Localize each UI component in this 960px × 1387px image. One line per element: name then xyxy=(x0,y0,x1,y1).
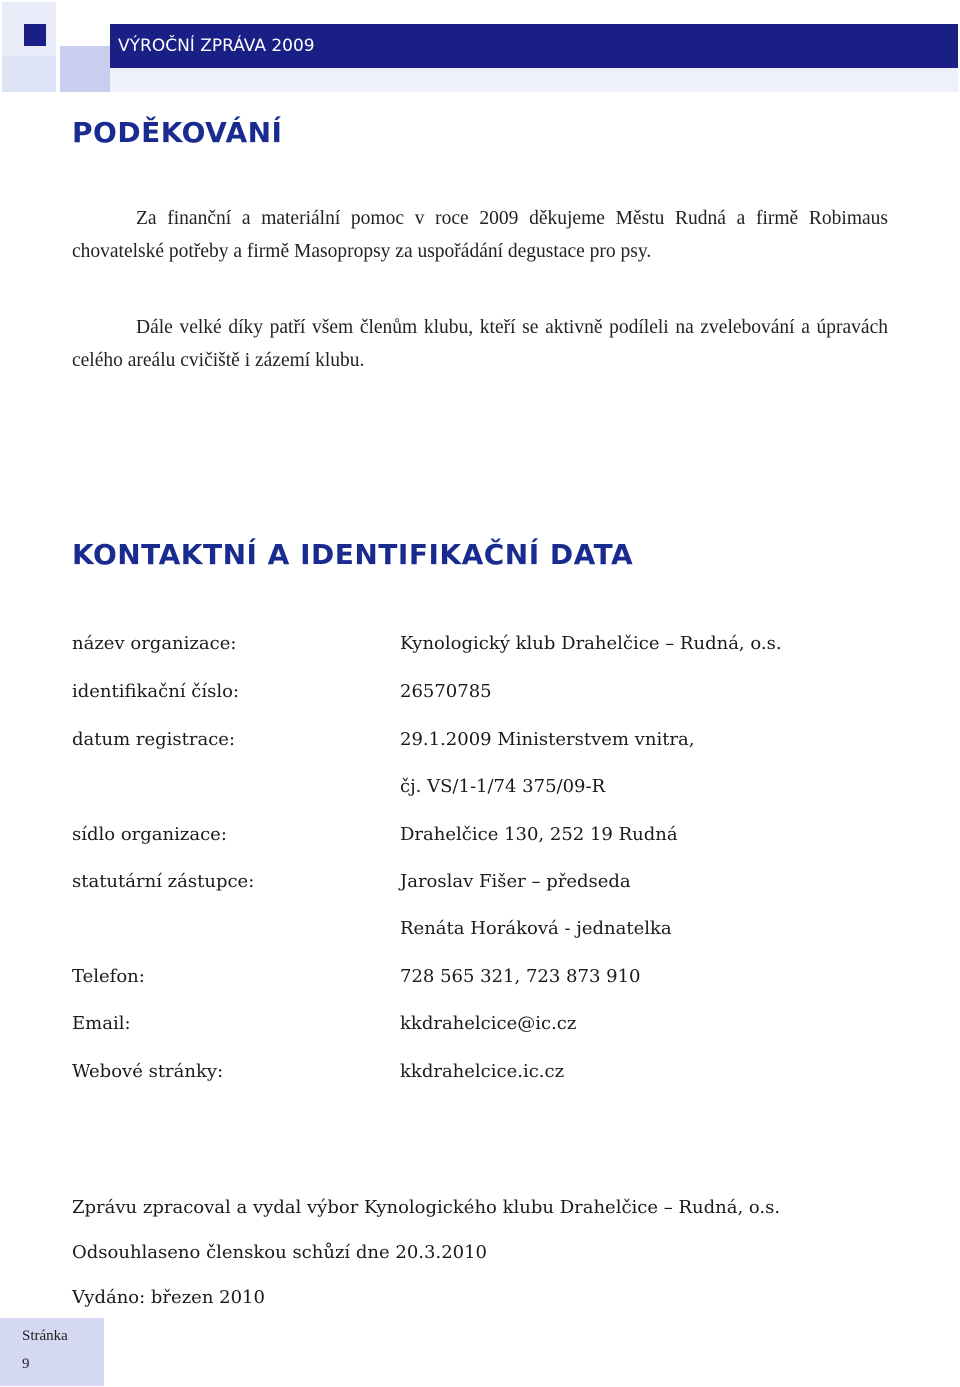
decor-square-white xyxy=(56,2,110,46)
seat-value: Drahelčice 130, 252 19 Rudná xyxy=(400,824,678,845)
website-value[interactable]: kkdrahelcice.ic.cz xyxy=(400,1061,565,1082)
email-value[interactable]: kkdrahelcice@ic.cz xyxy=(400,1013,577,1034)
representative-secretary: Renáta Horáková - jednatelka xyxy=(400,918,672,939)
phone-label: Telefon: xyxy=(72,966,145,987)
paragraph-2-text: Dále velké díky patří všem členům klubu, kteří se aktivně podíleli na zvelebování a úpravách celého areálu cvičiště i zázemí klubu. xyxy=(72,317,888,371)
footer-publisher: Zprávu zpracoval a vydal výbor Kynologického klubu Drahelčice – Rudná, o.s. xyxy=(72,1197,781,1218)
page-number-box xyxy=(0,1318,104,1386)
acknowledgements-paragraph-2 xyxy=(72,311,888,377)
decor-square-dark xyxy=(24,24,46,46)
contact-heading: KONTAKTNÍ A IDENTIFIKAČNÍ DATA xyxy=(72,538,634,571)
paragraph-1-text: Za finanční a materiální pomoc v roce 2009 děkujeme Městu Rudná a firmě Robimaus chovatelské potřeby a firmě Masopropsy za uspořádání degustace pro psy. xyxy=(72,208,888,262)
representative-label: statutární zástupce: xyxy=(72,871,255,892)
footer-issued: Vydáno: březen 2010 xyxy=(72,1287,265,1308)
org-name-label: název organizace: xyxy=(72,633,237,654)
org-name-value: Kynologický klub Drahelčice – Rudná, o.s. xyxy=(400,633,782,654)
phone-value: 728 565 321, 723 873 910 xyxy=(400,966,641,987)
header-bar xyxy=(110,24,958,68)
header-title: VÝROČNÍ ZPRÁVA 2009 xyxy=(118,36,315,56)
seat-label: sídlo organizace: xyxy=(72,824,227,845)
representative-chair: Jaroslav Fišer – předseda xyxy=(400,871,631,892)
acknowledgements-heading: PODĚKOVÁNÍ xyxy=(72,116,283,149)
registration-date-value: 29.1.2009 Ministerstvem vnitra, xyxy=(400,729,695,750)
id-number-value: 26570785 xyxy=(400,681,492,702)
page-label: Stránka xyxy=(22,1328,68,1344)
website-label: Webové stránky: xyxy=(72,1061,224,1082)
id-number-label: identifikační číslo: xyxy=(72,681,240,702)
registration-reference: čj. VS/1-1/74 375/09-R xyxy=(400,776,606,797)
header-underbar xyxy=(110,68,958,92)
header-decoration xyxy=(0,0,110,92)
footer-approval: Odsouhlaseno členskou schůzí dne 20.3.2010 xyxy=(72,1242,488,1263)
acknowledgements-paragraph-1 xyxy=(72,202,888,268)
decor-square-mid xyxy=(60,46,110,92)
decor-square-light2 xyxy=(2,56,56,92)
page-number: 9 xyxy=(22,1356,30,1372)
email-label: Email: xyxy=(72,1013,131,1034)
registration-date-label: datum registrace: xyxy=(72,729,236,750)
